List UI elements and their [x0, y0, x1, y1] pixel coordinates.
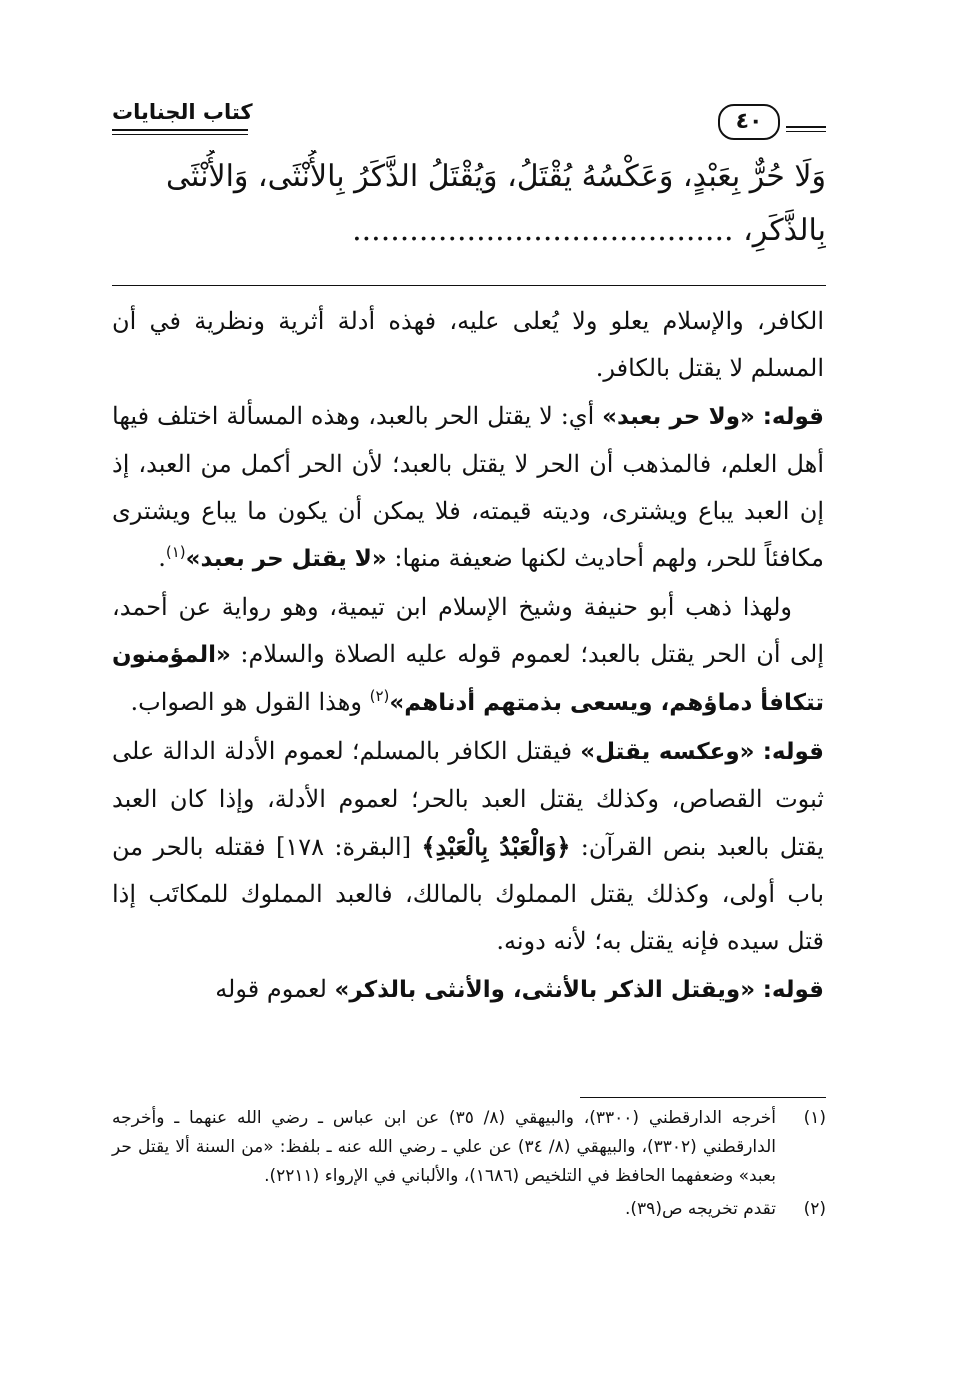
matn-dots: ........................................	[352, 213, 734, 248]
matn-line-2	[112, 204, 826, 258]
footnote-ref-2[interactable]: (٢)	[369, 687, 390, 705]
ayah-reference: [البقرة: ١٧٨]	[265, 833, 422, 861]
paragraph-4-text-a: فيقتل الكافر بالمسلم؛ لعموم الأدلة الدالة على ثبوت القصاص، وكذلك يقتل العبد بالحر؛ لعموم الأدلة، وإذا كان العبد يقتل بالعبد بنص القرآن:	[112, 737, 824, 861]
matn-separator	[112, 285, 826, 286]
page-header	[112, 96, 826, 146]
footnote-number: (٢)	[803, 1199, 826, 1219]
footnote-2	[112, 1195, 826, 1224]
title-underline-thin	[112, 134, 248, 135]
paragraph-3-text-b: وهذا القول هو الصواب.	[130, 688, 370, 716]
paragraph-2	[112, 393, 824, 583]
paragraph-1	[112, 298, 824, 392]
quran-ayah: ﴿وَالْعَبْدُ بِالْعَبْدِ﴾	[421, 832, 571, 861]
paragraph-3	[112, 584, 824, 727]
matn-quote: «وعكسه يقتل»	[580, 739, 755, 765]
footnote-text: تقدم تخريجه ص(٣٩).	[625, 1199, 776, 1219]
qawluhu-label: قوله:	[762, 404, 824, 430]
matn-quote: «ولا حر بعبد»	[602, 404, 755, 430]
paragraph-4	[112, 728, 824, 965]
qawluhu-label: قوله:	[762, 739, 824, 765]
hadith-quote: «لا يقتل حر بعبد»	[185, 546, 387, 572]
paragraph-1-text: الكافر، والإسلام يعلو ولا يُعلى عليه، فهذه أدلة أثرية ونظرية في أن المسلم لا يقتل بالكافر.	[112, 307, 824, 382]
paragraph-4-text-b: فقتله بالحر من باب أولى، وكذلك يقتل المملوك بالمالك، فالعبد المملوك للمكاتَب إذا قتل سيده فإنه يقتل به؛ لأنه دونه.	[112, 833, 824, 955]
paragraph-3-text-a: ولهذا ذهب أبو حنيفة وشيخ الإسلام ابن تيمية، وهو رواية عن أحمد، إلى أن الحر يقتل بالعبد؛ لعموم قوله عليه الصلاة والسلام:	[112, 593, 824, 668]
footnote-1	[112, 1104, 826, 1191]
footnote-number: (١)	[803, 1108, 826, 1128]
matn-text	[112, 150, 826, 258]
footnote-ref-1[interactable]: (١)	[165, 543, 186, 561]
header-rule	[786, 126, 826, 128]
qawluhu-label: قوله:	[762, 977, 824, 1003]
header-rule-thin	[786, 131, 826, 132]
footnote-text: أخرجه الدارقطني (٣٣٠٠)، والبيهقي (٨/ ٣٥) عن ابن عباس ـ رضي الله عنهما ـ وأخرجه الدارقطني (٣٣٠٢)، والبيهقي (٨/ ٣٤) عن علي ـ رضي الله عنه ـ بلفظ: «من السنة ألا يقتل حر بعبد» وضعفهما الحافظ في التلخيص (١٦٨٦)، والألباني في الإرواء (٢٢١١).	[112, 1108, 776, 1186]
book-title: كتاب الجنايات	[112, 100, 253, 124]
page-number: ٤٠	[718, 104, 780, 140]
matn-line-2-text: بِالذَّكَرِ،	[743, 213, 826, 248]
matn-quote: «ويقتل الذكر بالأنثى، والأنثى بالذكر»	[334, 977, 756, 1003]
matn-line-1: وَلَا حُرٌّ بِعَبْدٍ، وَعَكْسُهُ يُقْتَلُ، وَيُقْتَلُ الذَّكَرُ بِالأُنْثَى، وَالأُنْثَى	[166, 159, 826, 194]
paragraph-2-text-b: .	[158, 544, 166, 572]
footnotes	[112, 1104, 826, 1228]
paragraph-2-text-a: أي: لا يقتل الحر بالعبد، وهذه المسألة اختلف فيها أهل العلم، فالمذهب أن الحر لا يقتل بالعبد؛ لأن الحر أكمل من العبد، إذ إن العبد يباع ويشترى، وديته قيمته، فلا يمكن أن يكون ما يباع ويشترى مكافئاً للحر، ولهم أحاديث لكنها ضعيفة منها:	[112, 402, 824, 572]
paragraph-5	[112, 966, 824, 1014]
footnote-separator	[580, 1097, 826, 1098]
commentary	[112, 298, 824, 1014]
hadith-quote: «المؤمنون تتكافأ دماؤهم، ويسعى بذمتهم أدناهم»	[112, 642, 824, 716]
paragraph-5-text: لعموم قوله	[215, 975, 335, 1003]
title-underline	[112, 129, 248, 131]
